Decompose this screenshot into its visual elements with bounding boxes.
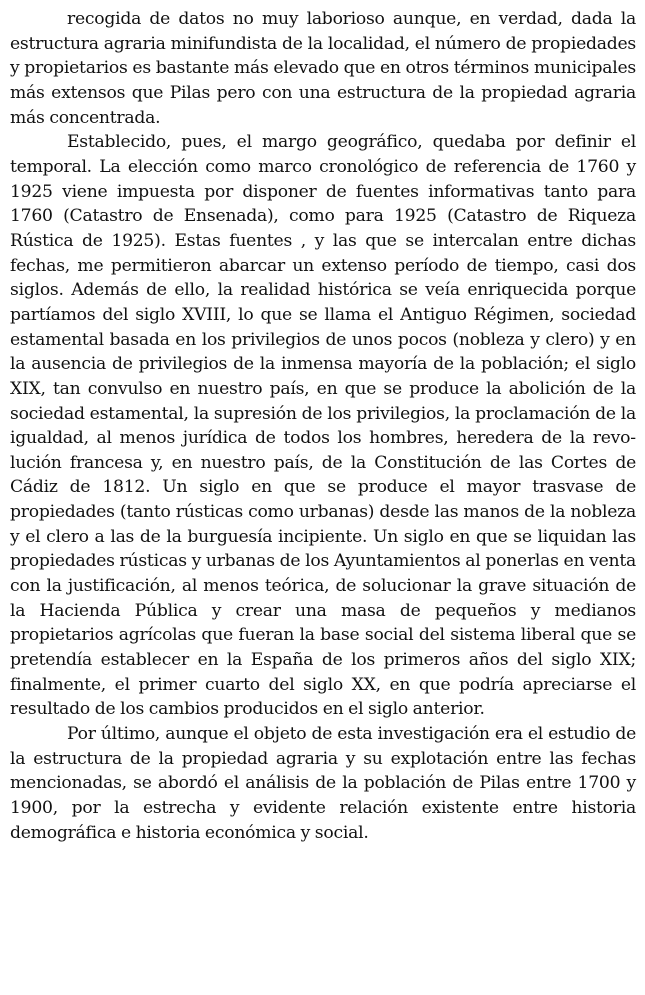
paragraph-population-analysis: Por último, aunque el objeto de esta investigación era el estudio de la estructura de la propiedad agraria y su explotación entre las fechas mencionadas, se abordó el análisis de la población de Pilas entre 1700 y 1900, por la estrecha y evidente relación existente entre historia demográfica e historia económica y social. [10, 724, 636, 843]
paragraph-temporal-frame: Establecido, pues, el margo geográfico, quedaba por definir el temporal. La elección como marco cronológico de referencia de 1760 y 1925 viene impuesta por disponer de fuentes informativas tanto para 1760 (Catastro de Ensenada), como para 1925 (Catastro de Riqueza Rústica de 1925). Estas fuentes , y las que se intercalan entre dichas fechas, me permitieron abarcar un extenso período de tiempo, casi dos siglos. Además de ello, la realidad histórica se veía enriquecida porque partíamos del siglo XVIII, lo que se llama el Antiguo Régimen, sociedad estamental basada en los privilegios de unos pocos (nobleza y clero) y en la ausencia de privilegios de la inmensa mayoría de la población; el siglo XIX, tan convulso en nuestro país, en que se produce la abolición de la sociedad estamental, la supresión de los privilegios, la proclamación de la igualdad, al menos jurídica de todos los hombres, heredera de la revolución francesa y, en nuestro país, de la Constitución de las Cortes de Cádiz de 1812. Un siglo en que se produce el mayor trasvase de propiedades (tanto rústicas como urbanas) desde las manos de la nobleza y el clero a las de la burguesía incipiente. Un siglo en que se liquidan las propiedades rústicas y urbanas de los Ayuntamientos al ponerlas en venta con la justificación, al menos teórica, de solucionar la grave situación de la Hacienda Pública y crear una masa de pequeños y medianos propietarios agrícolas que fueran la base social del sistema liberal que se pretendía establecer en la España de los primeros años del siglo XIX; finalmente, el primer cuarto del siglo XX, en que podría apreciarse el resultado de los cambios producidos en el siglo anterior. [10, 132, 636, 720]
paragraph-continuation: recogida de datos no muy laborioso aunque, en verdad, dada la estructura agraria minifundista de la localidad, el número de propiedades y propietarios es bastante más elevado que en otros términos municipales más extensos que Pilas pero con una estructura de la propiedad agraria más concentrada. [10, 9, 636, 128]
document-page [10, 7, 636, 845]
